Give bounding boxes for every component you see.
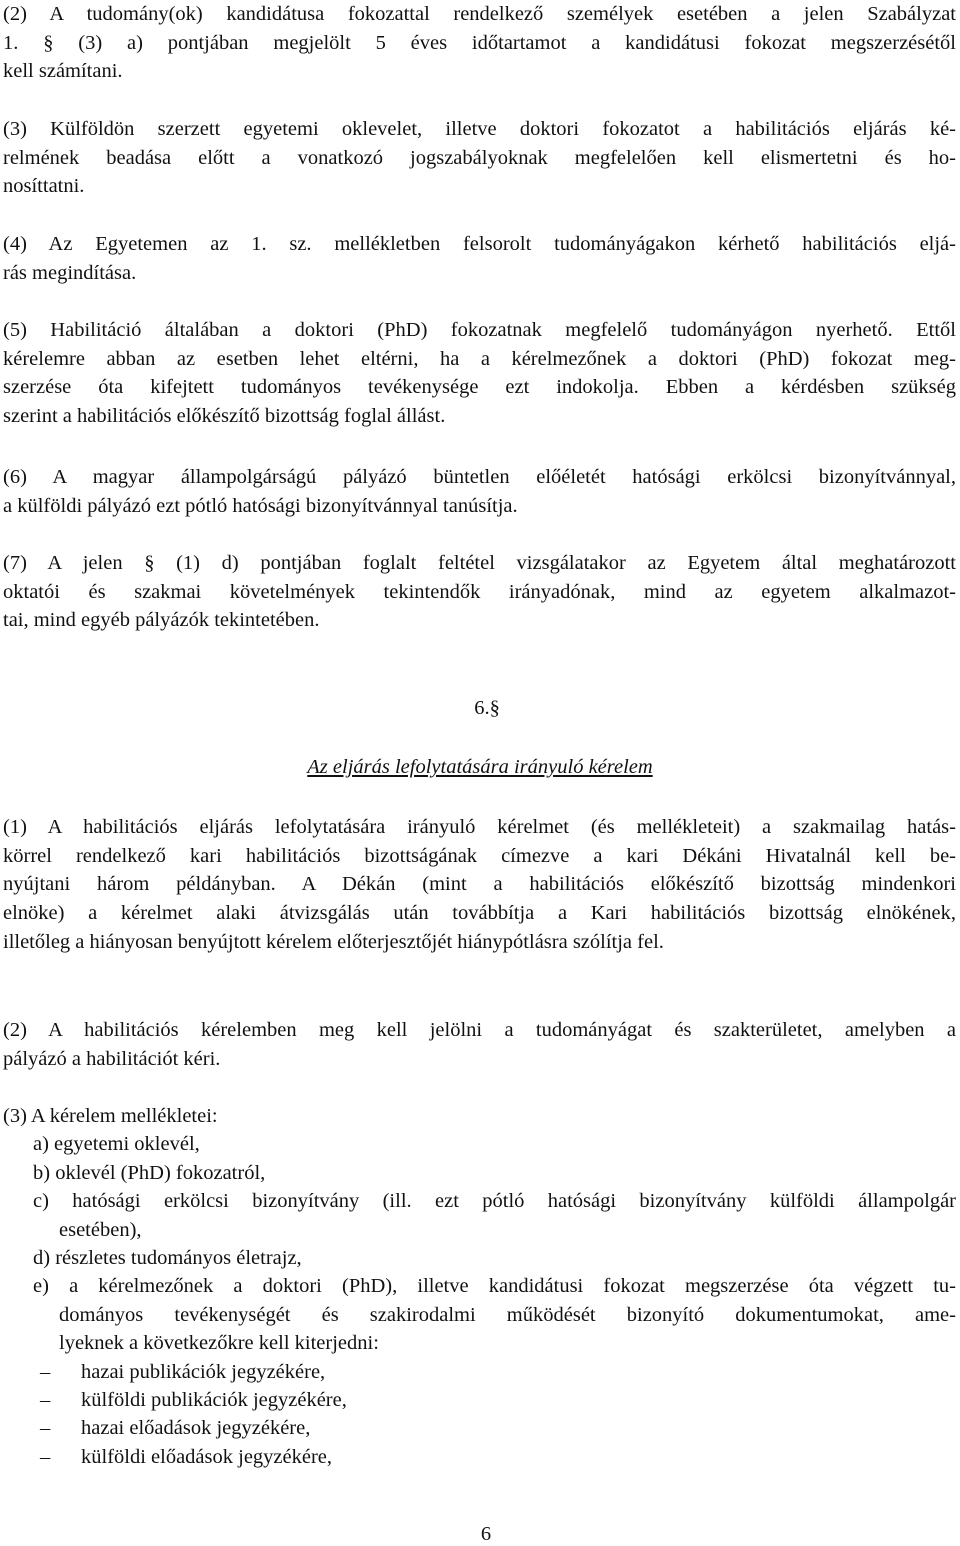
paragraph-7 bbox=[3, 549, 956, 635]
dash-marker: – bbox=[40, 1389, 51, 1412]
text-line: relmének beadása előtt a vonatkozó jogszabályoknak megfelelően kell elismertetni és ho- bbox=[3, 146, 956, 169]
text-line: 1. § (3) a) pontjában megjelölt 5 éves időtartamot a kandidátusi fokozat megszerzésétől bbox=[3, 31, 956, 54]
text-line: rás megindítása. bbox=[3, 261, 137, 284]
text-line: (7) A jelen § (1) d) pontjában foglalt feltétel vizsgálatakor az Egyetem által meghatározott bbox=[3, 552, 956, 574]
text-line: (3) Külföldön szerzett egyetemi oklevelet, illetve doktori fokozatot a habilitációs eljárás ké- bbox=[3, 118, 956, 140]
text-line: c) hatósági erkölcsi bizonyítvány (ill. ezt pótló hatósági bizonyítvány külföldi állampolgár bbox=[33, 1190, 956, 1213]
dash-text: külföldi előadások jegyzékére, bbox=[81, 1445, 333, 1468]
dash-marker: – bbox=[40, 1417, 51, 1440]
text-line: (2) A habilitációs kérelemben meg kell jelölni a tudományágat és szakterületet, amelyben a bbox=[3, 1019, 956, 1041]
text-line: kérelemre abban az esetben lehet eltérni, ha a kérelmezőnek a doktori (PhD) fokozat meg- bbox=[3, 347, 956, 370]
dash-marker: – bbox=[40, 1445, 51, 1468]
text-line: nosíttatni. bbox=[3, 175, 85, 198]
paragraph-6 bbox=[3, 463, 956, 520]
attachments-list bbox=[3, 1102, 956, 1471]
dash-text: hazai előadások jegyzékére, bbox=[81, 1417, 311, 1440]
text-line: nyújtani három példányban. A Dékán (mint a habilitációs előkészítő bizottság mindenkori bbox=[3, 873, 956, 896]
list-item-dash bbox=[3, 1443, 956, 1471]
dash-text: külföldi publikációk jegyzékére, bbox=[81, 1389, 347, 1412]
text-line: esetében), bbox=[59, 1218, 142, 1241]
list-item-dash bbox=[3, 1414, 956, 1442]
paragraph-5 bbox=[3, 316, 956, 431]
text-line: (6) A magyar állampolgárságú pályázó büntetlen előéletét hatósági erkölcsi bizonyítvánnyal, bbox=[3, 466, 956, 488]
list-item-d: d) részletes tudományos életrajz, bbox=[33, 1247, 302, 1270]
page-number: 6 bbox=[480, 1523, 492, 1545]
section-title: Az eljárás lefolytatására irányuló kérelem bbox=[307, 756, 653, 778]
list-item-c bbox=[3, 1187, 956, 1244]
section-number: 6.§ bbox=[474, 697, 500, 719]
text-line: oktatói és szakmai követelmények tekintendők irányadónak, mind az egyetem alkalmazot- bbox=[3, 580, 956, 603]
text-line: szerint a habilitációs előkészítő bizottság foglal állást. bbox=[3, 405, 446, 428]
dash-marker: – bbox=[40, 1360, 51, 1383]
text-line: illetőleg a hiányosan benyújtott kérelem előterjesztőjét hiánypótlásra szólítja fel. bbox=[3, 930, 664, 953]
text-line: e) a kérelmezőnek a doktori (PhD), illetve kandidátusi fokozat megszerzése óta végzett tu- bbox=[33, 1275, 956, 1298]
paragraph-2 bbox=[3, 0, 956, 86]
section-paragraph-1 bbox=[3, 813, 956, 957]
text-line: szerzése óta kifejtett tudományos tevékenysége ezt indokolja. Ebben a kérdésben szükség bbox=[3, 376, 956, 399]
text-line: elnöke) a kérelmet alaki átvizsgálás után továbbítja a Kari habilitációs bizottság elnökének, bbox=[3, 902, 956, 925]
text-line: (5) Habilitáció általában a doktori (PhD) fokozatnak megfelelő tudományágon nyerhető. Ettől bbox=[3, 319, 956, 341]
text-line: (4) Az Egyetemen az 1. sz. mellékletben felsorolt tudományágakon kérhető habilitációs eljá- bbox=[3, 233, 956, 255]
list-intro: (3) A kérelem mellékletei: bbox=[3, 1105, 218, 1127]
list-item-a: a) egyetemi oklevél, bbox=[33, 1133, 200, 1156]
dash-text: hazai publikációk jegyzékére, bbox=[81, 1360, 326, 1383]
text-line: (2) A tudomány(ok) kandidátusa fokozattal rendelkező személyek esetében a jelen Szabályzat bbox=[3, 3, 956, 25]
paragraph-4 bbox=[3, 230, 956, 287]
text-line: dományos tevékenységét és szakirodalmi működését bizonyító dokumentumokat, ame- bbox=[59, 1303, 956, 1326]
list-item-dash bbox=[3, 1358, 956, 1386]
text-line: tai, mind egyéb pályázók tekintetében. bbox=[3, 609, 320, 632]
section-paragraph-2 bbox=[3, 1016, 956, 1073]
list-item-e bbox=[3, 1272, 956, 1357]
text-line: kell számítani. bbox=[3, 60, 123, 83]
list-item-b: b) oklevél (PhD) fokozatról, bbox=[33, 1161, 266, 1184]
text-line: a külföldi pályázó ezt pótló hatósági bizonyítvánnyal tanúsítja. bbox=[3, 494, 518, 517]
list-item-dash bbox=[3, 1386, 956, 1414]
text-line: lyeknek a következőkre kell kiterjedni: bbox=[59, 1332, 379, 1355]
text-line: pályázó a habilitációt kéri. bbox=[3, 1047, 221, 1070]
text-line: (1) A habilitációs eljárás lefolytatására irányuló kérelmet (és mellékleteit) a szakmailag hatás- bbox=[3, 816, 956, 838]
paragraph-3 bbox=[3, 115, 956, 201]
text-line: körrel rendelkező kari habilitációs bizottságának címezve a kari Dékáni Hivatalnál kell be- bbox=[3, 844, 956, 867]
